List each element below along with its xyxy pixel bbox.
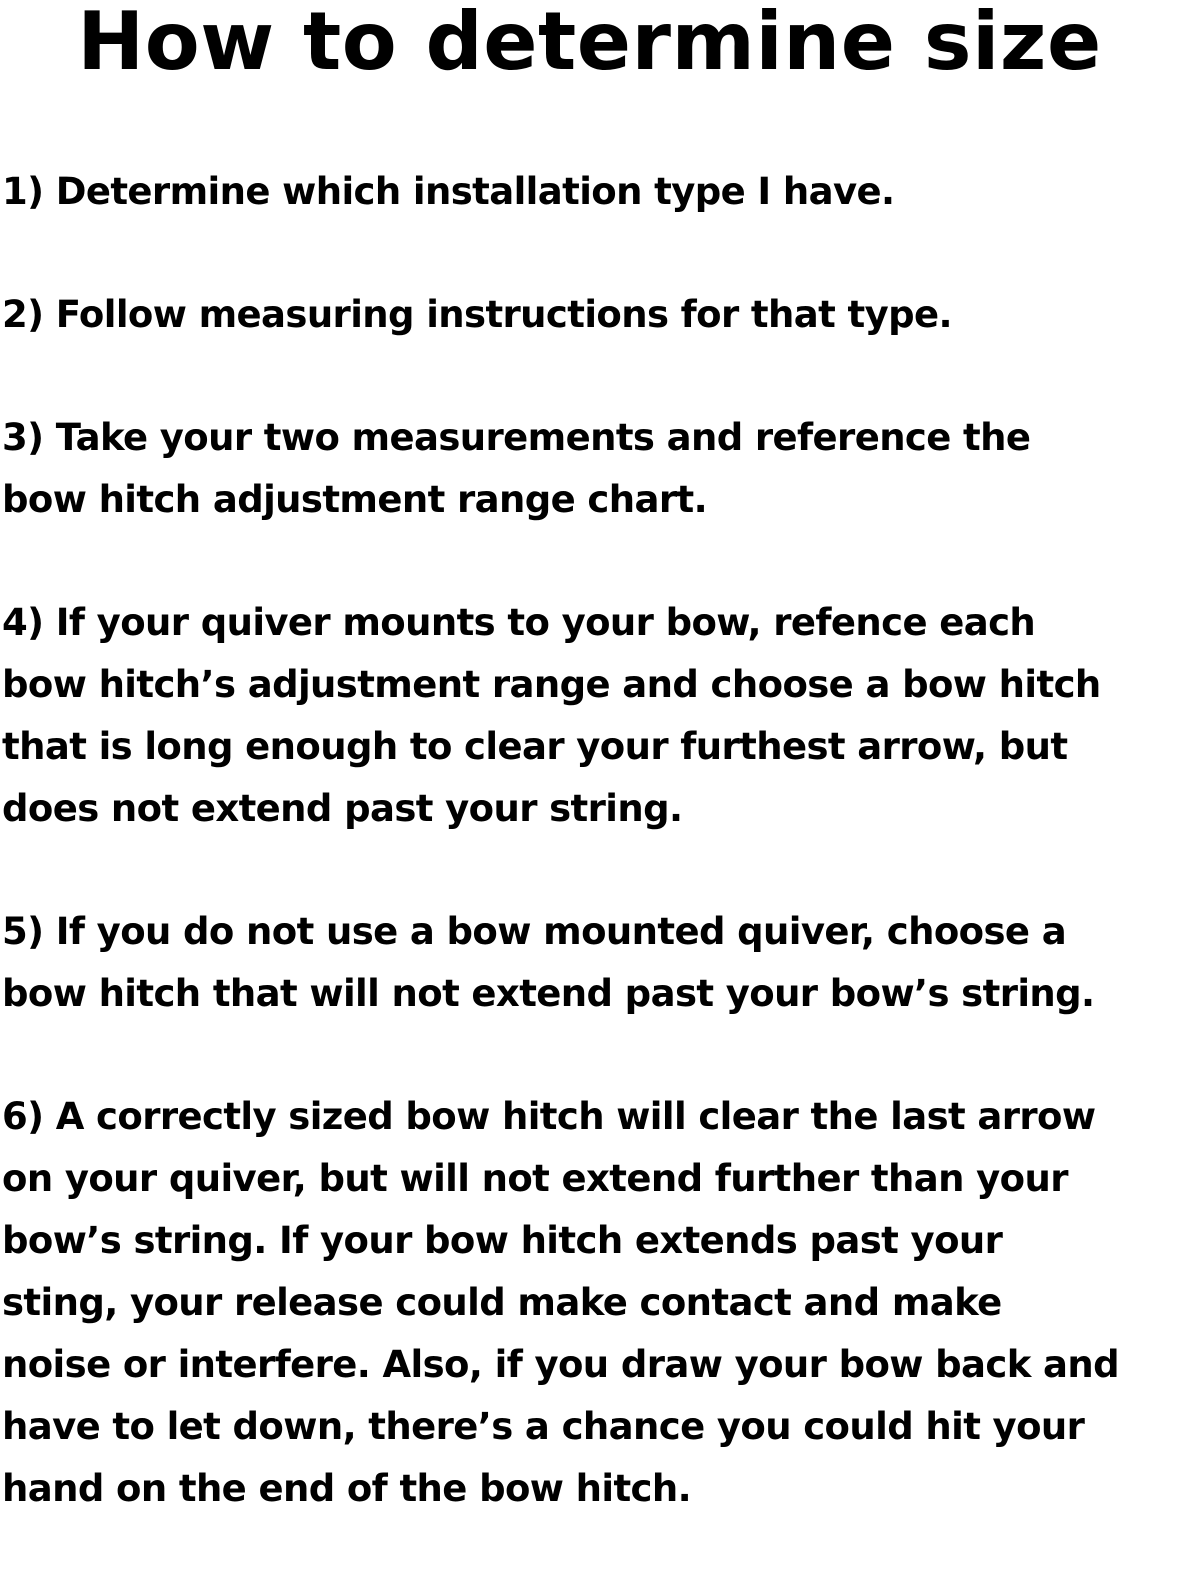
page-title: How to determine size xyxy=(77,0,1102,88)
step-4: 4) If your quiver mounts to your bow, refence each bow hitch’s adjustment range and choose a bow hitch that is long enough to clear your furthest arrow, but does not extend past your string. xyxy=(2,601,1101,830)
step-1: 1) Determine which installation type I have. xyxy=(2,170,895,213)
step-5: 5) If you do not use a bow mounted quiver, choose a bow hitch that will not extend past your bow’s string. xyxy=(2,910,1095,1015)
step-6: 6) A correctly sized bow hitch will clear the last arrow on your quiver, but will not extend further than your bow’s string. If your bow hitch extends past your sting, your release could make contact and make noise or interfere. Also, if you draw your bow back and have to let down, there’s a chance you could hit your hand on the end of the bow hitch. xyxy=(2,1095,1120,1510)
step-3: 3) Take your two measurements and reference the bow hitch adjustment range chart. xyxy=(2,416,1031,521)
instruction-steps xyxy=(2,161,1177,1581)
step-2: 2) Follow measuring instructions for that type. xyxy=(2,293,952,336)
